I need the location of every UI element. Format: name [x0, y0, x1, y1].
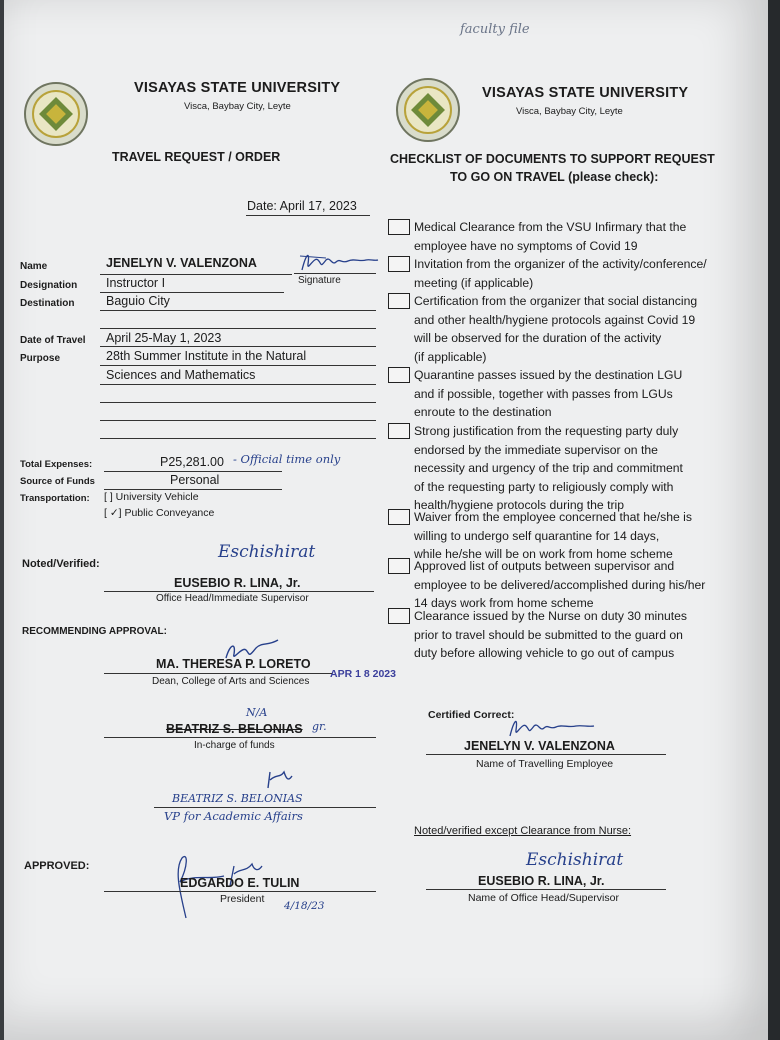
checklist-checkbox[interactable]: [388, 608, 410, 624]
checklist-item-text: Waiver from the employee concerned that he/she is: [414, 510, 692, 524]
certified-employee-title: Name of Travelling Employee: [476, 758, 614, 770]
noted-except-label: Noted/verified except Clearance from Nurse:: [414, 825, 632, 837]
checklist-item-text: necessity and urgency of the trip and commitment: [414, 461, 683, 476]
designation-value: Instructor I: [106, 276, 166, 290]
certified-correct-label: Certified Correct:: [428, 709, 515, 721]
transportation-label: Transportation:: [20, 493, 90, 504]
destination-label: Destination: [20, 298, 75, 309]
name-label: Name: [20, 261, 48, 272]
total-expenses-note: - Official time only: [233, 452, 341, 466]
supervisor-title-2: Name of Office Head/Supervisor: [468, 892, 619, 904]
checklist-item-text: (if applicable): [414, 349, 487, 364]
checklist-item-text: health/hygiene protocols during the trip: [414, 498, 625, 513]
signature-label: Signature: [298, 275, 341, 286]
checklist-item-text: enroute to the destination: [414, 405, 552, 420]
employee-signature: [296, 246, 382, 276]
checklist-item-text: willing to undergo self quarantine for 14 days,: [414, 528, 660, 543]
employee-signature-2: [504, 712, 600, 740]
date-of-travel-label: Date of Travel: [20, 335, 86, 346]
checklist-item-text: prior to travel should be submitted to the guard on: [414, 627, 683, 642]
checklist-item-text: 14 days work from home scheme: [414, 596, 594, 611]
checklist-item-text: Clearance issued by the Nurse on duty 30 minutes: [414, 609, 688, 623]
checklist-checkbox[interactable]: [388, 367, 410, 383]
na-note: N/A: [246, 706, 268, 719]
checklist-item-text: Strong justification from the requesting party duly: [414, 424, 679, 438]
checklist-title-line2: TO GO ON TRAVEL (please check):: [450, 170, 659, 184]
funds-incharge-title: In-charge of funds: [194, 740, 275, 751]
purpose-line2: Sciences and Mathematics: [106, 368, 256, 382]
vp-handwritten-title: VP for Academic Affairs: [164, 809, 303, 823]
university-address-left: Visca, Baybay City, Leyte: [184, 101, 291, 112]
request-date: Date: April 17, 2023: [247, 199, 357, 213]
university-address-right: Visca, Baybay City, Leyte: [516, 106, 623, 117]
checklist-item-text: employee to be delivered/accomplished during his/her: [414, 577, 706, 592]
funds-incharge-suffix: gr.: [312, 720, 327, 733]
university-seal-right: [396, 78, 460, 142]
checklist-item-text: endorsed by the immediate supervisor on the: [414, 442, 658, 457]
date-of-travel-value: April 25-May 1, 2023: [106, 331, 222, 345]
vp-handwritten-name: BEATRIZ S. BELONIAS: [172, 792, 303, 805]
checklist-item-text: of the requesting party to religiously comply with: [414, 479, 674, 494]
university-name-right: VISAYAS STATE UNIVERSITY: [482, 85, 689, 101]
purpose-label: Purpose: [20, 353, 61, 364]
checklist-item-text: Quarantine passes issued by the destination LGU: [414, 368, 683, 382]
checklist-item-text: will be observed for the duration of the activity: [414, 331, 662, 346]
funds-incharge-name: BEATRIZ S. BELONIAS: [166, 722, 303, 736]
transport-public-conveyance: [ ✓] Public Conveyance: [104, 507, 215, 519]
noted-verified-label: Noted/Verified:: [22, 558, 100, 570]
transport-university-vehicle: [ ] University Vehicle: [104, 491, 199, 503]
supervisor-name: EUSEBIO R. LINA, Jr.: [174, 576, 301, 590]
approved-label: APPROVED:: [24, 860, 90, 872]
vp-initials: [262, 766, 296, 792]
checklist-item-text: Medical Clearance from the VSU Infirmary that the: [414, 220, 687, 234]
checklist-item-text: Certification from the organizer that social distancing: [414, 294, 698, 308]
checklist-checkbox[interactable]: [388, 219, 410, 235]
president-hand-date: 4/18/23: [284, 900, 325, 912]
checklist-checkbox[interactable]: [388, 509, 410, 525]
checklist-checkbox[interactable]: [388, 558, 410, 574]
supervisor-name-2: EUSEBIO R. LINA, Jr.: [478, 874, 605, 888]
total-expenses-label: Total Expenses:: [20, 459, 93, 470]
president-name: EDGARDO E. TULIN: [180, 876, 300, 890]
travel-request-title: TRAVEL REQUEST / ORDER: [112, 150, 281, 164]
name-value: JENELYN V. VALENZONA: [106, 256, 257, 270]
dean-title: Dean, College of Arts and Sciences: [152, 676, 310, 687]
checklist-item-text: Invitation from the organizer of the activity/conference/: [414, 257, 707, 271]
checklist-checkbox[interactable]: [388, 256, 410, 272]
checklist-item-text: and if possible, together with passes from LGUs: [414, 386, 673, 401]
checklist-item-text: employee have no symptoms of Covid 19: [414, 238, 638, 253]
checklist-item-text: and other health/hygiene protocols against Covid 19: [414, 312, 696, 327]
total-expenses-value: P25,281.00: [160, 455, 224, 469]
dean-name: MA. THERESA P. LORETO: [156, 657, 311, 671]
checklist-checkbox[interactable]: [388, 423, 410, 439]
checklist-item-text: meeting (if applicable): [414, 275, 534, 290]
supervisor-signature: Eschishirat: [218, 542, 316, 562]
top-handwritten-note: faculty file: [460, 22, 530, 37]
checklist-item-text: while he/she will be on work from home scheme: [414, 547, 673, 562]
supervisor-signature-2: Eschishirat: [526, 850, 624, 870]
certified-employee-name: JENELYN V. VALENZONA: [464, 739, 615, 753]
university-name-left: VISAYAS STATE UNIVERSITY: [134, 80, 341, 96]
designation-label: Designation: [20, 280, 78, 291]
source-of-funds-label: Source of Funds: [20, 476, 95, 487]
destination-value: Baguio City: [106, 294, 170, 308]
document-page: [4, 0, 768, 1040]
checklist-checkbox[interactable]: [388, 293, 410, 309]
source-of-funds-value: Personal: [170, 473, 220, 487]
supervisor-title: Office Head/Immediate Supervisor: [156, 593, 309, 604]
checklist-item-text: Approved list of outputs between supervisor and: [414, 559, 675, 573]
received-date-stamp: APR 1 8 2023: [330, 668, 396, 680]
president-title: President: [220, 893, 265, 905]
recommending-approval-label: RECOMMENDING APPROVAL:: [22, 626, 167, 637]
checklist-item-text: duty before allowing vehicle to go out of campus: [414, 646, 675, 661]
university-seal-left: [24, 82, 88, 146]
checklist-title-line1: CHECKLIST OF DOCUMENTS TO SUPPORT REQUEST: [390, 152, 715, 166]
purpose-line1: 28th Summer Institute in the Natural: [106, 349, 307, 363]
